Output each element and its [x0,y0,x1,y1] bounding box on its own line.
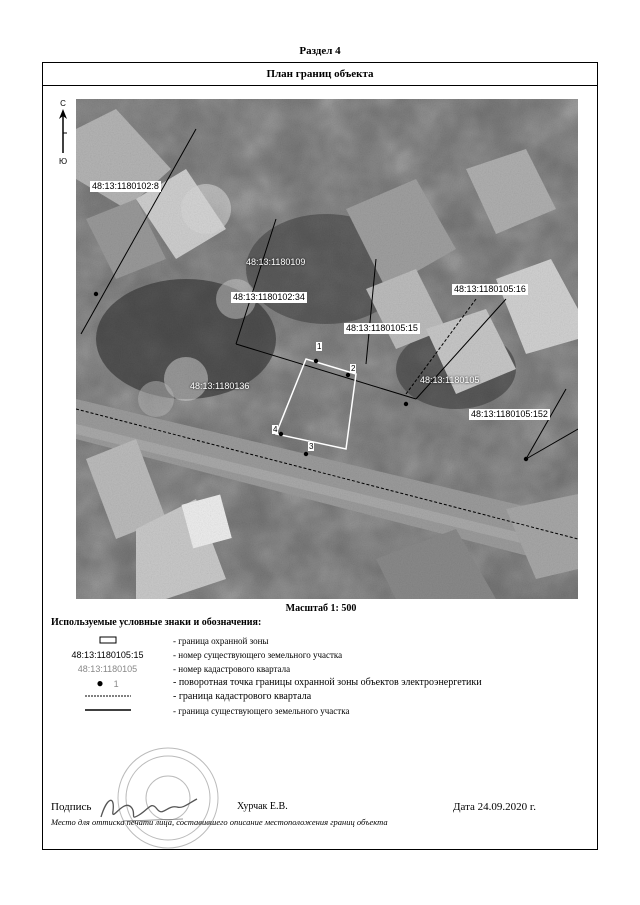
quarter-boundary-symbol [55,691,160,703]
zone-boundary-symbol [55,635,160,647]
quarter-label: 48:13:1180109 [246,257,306,267]
document-frame [42,62,598,850]
legend-row [43,677,599,689]
turning-point-label: 4 [273,425,278,434]
compass [53,99,73,199]
legend-desc: - номер кадастрового квартала [173,664,291,674]
turning-point-label: 3 [309,442,314,451]
parcel-label: 48:13:1180105:15 [346,323,418,333]
legend-symbol: 48:13:1180105:15 [71,650,144,660]
legend-symbol: 1 [113,679,119,689]
signer-name: Хурчак Е.В. [237,801,288,812]
legend-desc: - граница охранной зоны [173,636,269,646]
legend-row [43,663,599,675]
legend-desc: - граница кадастрового квартала [173,691,312,702]
legend-desc: - граница существующего земельного участка [173,706,350,716]
quarter-label: 48:13:1180105 [420,375,480,385]
map-scale: Масштаб 1: 500 [285,603,357,614]
legend-title: Используемые условные знаки и обозначения: [51,617,262,628]
parcel-label: 48:13:1180102:34 [233,292,305,302]
plan-title: План границ объекта [43,63,597,86]
parcel-label: 48:13:1180105:16 [454,284,526,294]
legend-desc: - поворотная точка границы охранной зоны объектов электроэнергетики [173,677,482,688]
signature-row [51,801,591,815]
aerial-photo [76,99,578,599]
legend-row [43,649,599,661]
parcel-boundary-symbol [55,705,160,717]
parcel-label: 48:13:1180102:8 [92,181,159,191]
legend-row [43,705,599,717]
parcel-label: 48:13:1180105:152 [471,409,548,419]
compass-south-label: Ю [58,157,68,166]
document-date: Дата 24.09.2020 г. [453,801,536,813]
seal-place-note: Место для оттиска печати лица, составившего описание местоположения границ объекта [51,817,388,827]
turning-point-symbol: ● 1 [96,676,119,690]
compass-north-label: С [60,99,66,108]
quarter-label: 48:13:1180136 [190,381,250,391]
legend-row [43,691,599,703]
legend-row [43,635,599,647]
signature-label: Подпись [51,801,92,813]
north-arrow-icon [57,109,69,155]
section-title: Раздел 4 [299,45,341,57]
legend-symbol: 48:13:1180105 [77,664,138,674]
turning-point-label: 2 [351,364,356,373]
turning-point-label: 1 [317,342,322,351]
aerial-map [76,99,578,599]
legend-desc: - номер существующего земельного участка [173,650,343,660]
